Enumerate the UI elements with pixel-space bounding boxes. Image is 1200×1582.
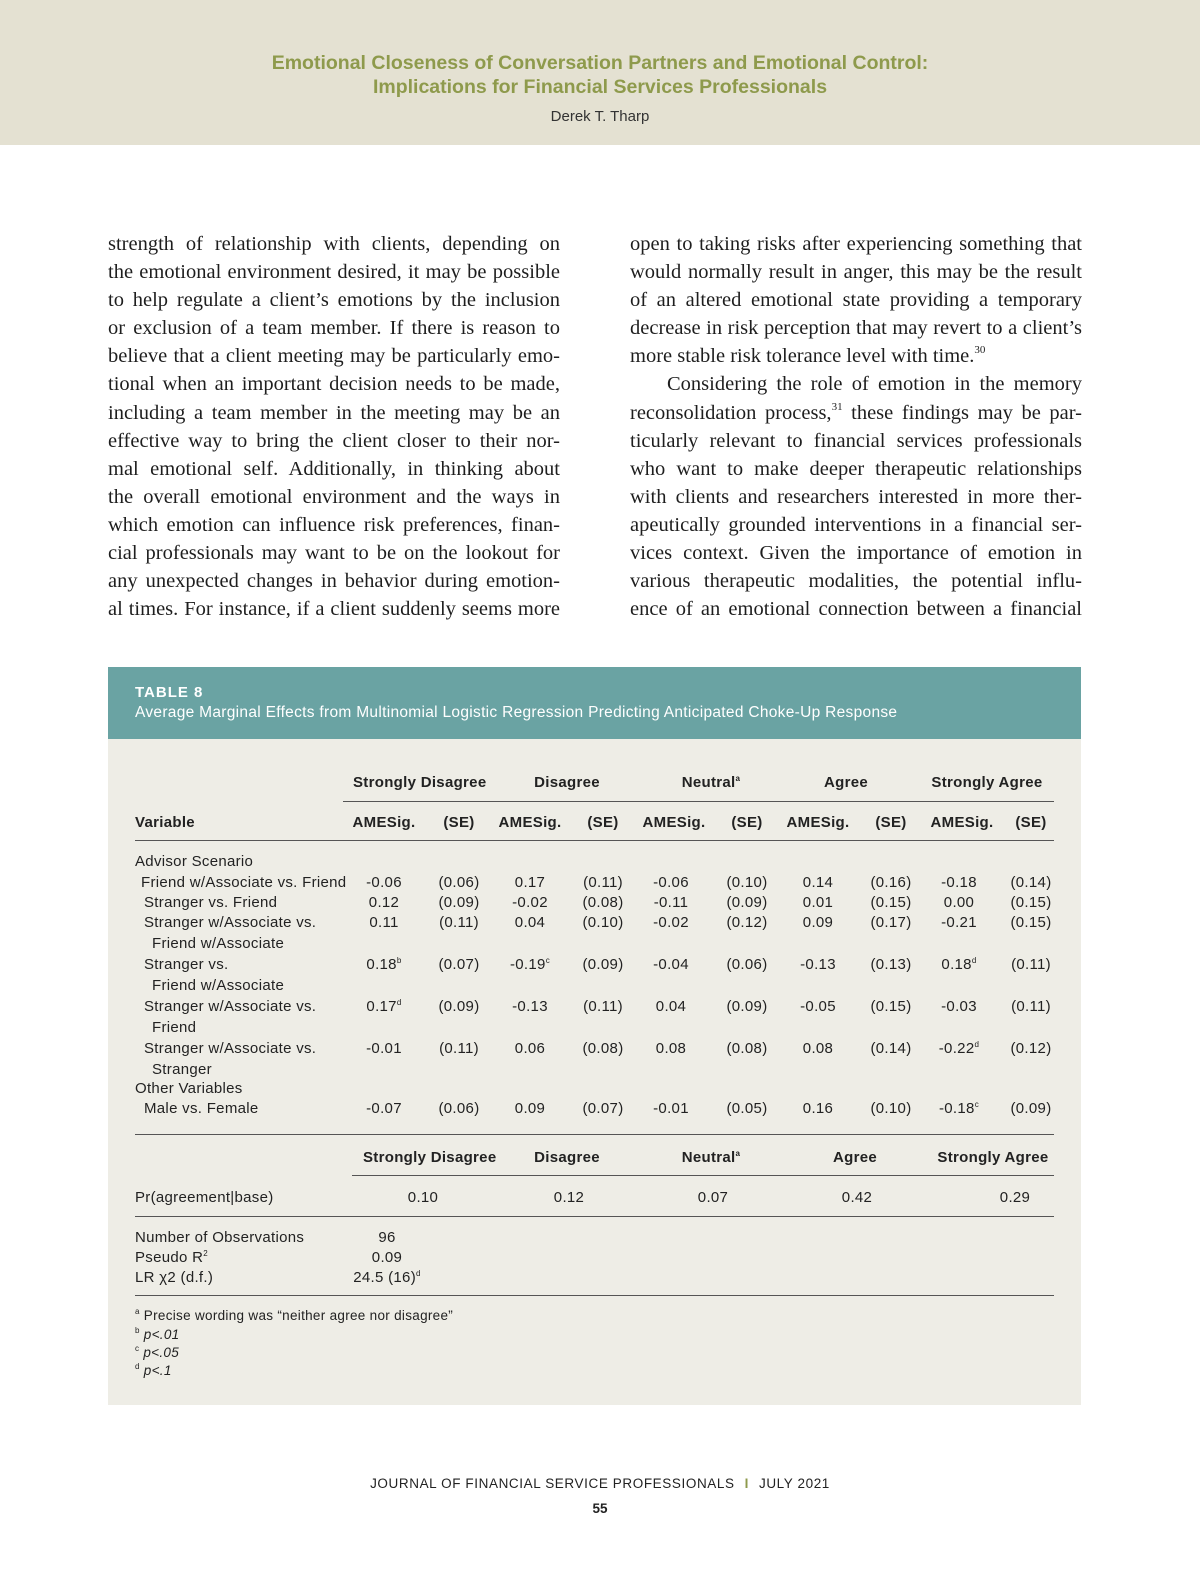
- ame-value: -0.05: [800, 998, 836, 1015]
- ame-value: 0.12: [368, 894, 400, 911]
- ame-value: -0.18$^c$: [938, 1100, 979, 1117]
- footnote-marker: c: [974, 1100, 979, 1109]
- footnote-marker: a: [735, 1149, 741, 1158]
- body-column-left: [108, 230, 560, 623]
- se-header: (SE): [875, 814, 907, 831]
- se-value: (0.08): [582, 1040, 624, 1057]
- article-title-line1: Emotional Closeness of Conversation Partners and Emotional Control:: [271, 52, 929, 74]
- ame-header: AMESig.: [930, 814, 994, 831]
- ame-value: 0.18$^d$: [941, 956, 977, 973]
- footnote-marker: b: [135, 1326, 140, 1335]
- se-header: (SE): [731, 814, 763, 831]
- se-value: (0.12): [726, 914, 768, 931]
- se-value: (0.09): [726, 998, 768, 1015]
- table-footnote: [135, 1363, 172, 1378]
- ame-value: -0.13: [800, 956, 836, 973]
- section-label: Other Variables: [135, 1080, 243, 1097]
- table-rule: [135, 1295, 1054, 1296]
- ame-value: -0.11: [653, 894, 689, 911]
- table-rule: [135, 840, 1054, 841]
- text-line: open to taking risks after experiencing something that: [630, 233, 1082, 255]
- text-line: various therapeutic modalities, the potential influ-: [630, 570, 1082, 593]
- se-value: (0.06): [438, 1100, 480, 1117]
- row-label: Friend w/Associate: [152, 977, 285, 994]
- text-line: cial professionals may want to be on the lookout for: [108, 542, 560, 565]
- footnote-marker: d: [971, 956, 977, 965]
- se-value: (0.11): [439, 1040, 479, 1057]
- se-value: (0.08): [582, 894, 624, 911]
- ame-value: 0.17$^d$: [366, 998, 402, 1015]
- prob-value: 0.07: [697, 1189, 729, 1206]
- ame-value: 0.01: [802, 894, 834, 911]
- se-value: (0.12): [1010, 1040, 1052, 1057]
- se-value: (0.13): [870, 956, 912, 973]
- column-group-header: Strongly Disagree: [353, 774, 487, 791]
- row-label: Male vs. Female: [144, 1100, 259, 1117]
- footnote-text: Precise wording was “neither agree nor disagree”: [139, 1308, 454, 1323]
- se-value: (0.15): [870, 894, 912, 911]
- citation-ref: 31: [831, 400, 843, 413]
- ame-value: 0.06: [514, 1040, 546, 1057]
- citation-ref: 30: [974, 344, 986, 357]
- se-header: (SE): [443, 814, 475, 831]
- ame-value: -0.04: [653, 956, 689, 973]
- ame-value: -0.06: [653, 874, 689, 891]
- journal-name: JOURNAL OF FINANCIAL SERVICE PROFESSIONALS: [370, 1476, 735, 1491]
- text-line: believe that a client meeting may be particularly emo-: [108, 345, 560, 368]
- row-label: Friend: [152, 1019, 197, 1036]
- row-label: Stranger w/Associate vs.: [144, 1040, 317, 1057]
- ame-value: 0.09: [802, 914, 834, 931]
- ame-value: 0.00: [943, 894, 975, 911]
- ame-value: -0.03: [941, 998, 977, 1015]
- se-value: (0.06): [726, 956, 768, 973]
- text-line: [630, 342, 1082, 370]
- text-line: or exclusion of a team member. If there is reason to: [108, 317, 560, 340]
- table-rule: [135, 1216, 1054, 1217]
- se-value: (0.15): [1010, 894, 1052, 911]
- prob-value: 0.42: [841, 1189, 873, 1206]
- row-label: Friend w/Associate vs. Friend: [141, 874, 347, 891]
- variable-header: Variable: [135, 814, 195, 831]
- prob-label: Pr(agreement|base): [135, 1189, 274, 1206]
- se-value: (0.10): [582, 914, 624, 931]
- ame-value: 0.04: [655, 998, 687, 1015]
- se-value: (0.15): [1010, 914, 1052, 931]
- se-value: (0.11): [439, 914, 479, 931]
- ame-value: -0.13: [512, 998, 548, 1015]
- text-line: of an altered emotional state providing a temporary: [630, 289, 1082, 312]
- text-line: who want to make deeper therapeutic relationships: [630, 457, 1082, 480]
- table-rule: [135, 1134, 1054, 1135]
- column-group-header: Strongly Agree: [937, 1149, 1049, 1166]
- text-line: would normally result in anger, this may be the result: [630, 261, 1082, 284]
- running-header: [0, 0, 1200, 145]
- row-label: Stranger vs. Friend: [144, 894, 278, 911]
- text-line: al times. For instance, if a client suddenly seems more: [108, 598, 560, 621]
- se-value: (0.09): [1010, 1100, 1052, 1117]
- column-group-header: Disagree: [534, 774, 600, 791]
- footnote-marker: d: [135, 1362, 140, 1371]
- ame-value: -0.02: [512, 894, 548, 911]
- footnote-marker: 2: [203, 1249, 209, 1258]
- se-value: (0.09): [726, 894, 768, 911]
- footnote-text: p<.05: [139, 1345, 180, 1360]
- se-value: (0.05): [726, 1100, 768, 1117]
- footer-separator: I: [744, 1476, 749, 1491]
- se-value: (0.14): [1010, 874, 1052, 891]
- se-value: (0.14): [870, 1040, 912, 1057]
- footnote-marker: c: [545, 956, 550, 965]
- ame-header: AMESig.: [642, 814, 706, 831]
- issue-date: JULY 2021: [758, 1476, 830, 1491]
- se-value: (0.07): [582, 1100, 624, 1117]
- ame-value: -0.02: [653, 914, 689, 931]
- ame-value: -0.19$^c$: [509, 956, 550, 973]
- column-group-header: Disagree: [534, 1149, 600, 1166]
- table-caption: Average Marginal Effects from Multinomial Logistic Regression Predicting Anticipated Choke-Up Response: [135, 704, 898, 721]
- text-line: strength of relationship with clients, depending on: [108, 233, 560, 255]
- se-value: (0.15): [870, 998, 912, 1015]
- se-value: (0.10): [726, 874, 768, 891]
- ame-value: -0.01: [366, 1040, 402, 1057]
- row-label: Stranger: [152, 1061, 212, 1078]
- stat-label: Number of Observations: [135, 1229, 305, 1246]
- text-line: ence of an emotional connection between a financial: [630, 598, 1082, 621]
- column-group-header: Strongly Agree: [931, 774, 1043, 791]
- text-fragment: these findings may be par-: [842, 401, 1082, 424]
- text-line: vices context. Given the importance of emotion in: [630, 542, 1082, 565]
- se-value: (0.06): [438, 874, 480, 891]
- stat-value: 96: [378, 1229, 396, 1246]
- table-rule: [352, 1175, 1054, 1176]
- row-label: Stranger w/Associate vs.: [144, 914, 317, 931]
- column-group-header: Strongly Disagree: [363, 1149, 497, 1166]
- se-value: (0.11): [1011, 998, 1051, 1015]
- footnote-marker: d: [974, 1040, 980, 1049]
- se-value: (0.09): [438, 998, 480, 1015]
- stat-label: Pseudo R$^2$: [135, 1249, 209, 1266]
- ame-value: -0.21: [941, 914, 977, 931]
- row-label: Stranger w/Associate vs.: [144, 998, 317, 1015]
- table-rule: [343, 801, 1054, 802]
- ame-value: 0.11: [369, 914, 399, 931]
- text-line: with clients and researchers interested in more ther-: [630, 485, 1082, 508]
- ame-header: AMESig.: [498, 814, 562, 831]
- ame-value: -0.06: [366, 874, 402, 891]
- se-value: (0.11): [583, 874, 623, 891]
- se-value: (0.07): [438, 956, 480, 973]
- text-line: decrease in risk perception that may revert to a client’s: [630, 317, 1082, 340]
- body-column-right: [630, 230, 1082, 623]
- prob-value: 0.29: [999, 1189, 1031, 1206]
- text-line: including a team member in the meeting may be an: [108, 401, 560, 424]
- se-value: (0.09): [438, 894, 480, 911]
- text-line: mal emotional self. Additionally, in thinking about: [108, 457, 560, 480]
- footnote-text: p<.1: [139, 1363, 172, 1378]
- text-line: tional when an important decision needs to be made,: [108, 373, 560, 396]
- ame-value: -0.18: [941, 874, 977, 891]
- footnote-marker: a: [135, 1307, 140, 1316]
- ame-value: 0.09: [514, 1100, 546, 1117]
- footnote-marker: d: [416, 1269, 421, 1278]
- text-line: apeutically grounded interventions in a financial ser-: [630, 513, 1082, 536]
- column-group-header: Agree: [823, 774, 869, 791]
- section-label: Advisor Scenario: [135, 853, 254, 870]
- table-label: TABLE 8: [135, 684, 204, 701]
- author-name: Derek T. Tharp: [550, 108, 650, 125]
- ame-header: AMESig.: [352, 814, 416, 831]
- text-fragment: reconsolidation process,: [630, 401, 832, 424]
- ame-value: -0.22$^d$: [938, 1040, 980, 1057]
- stat-value: 0.09: [371, 1249, 403, 1266]
- ame-value: -0.07: [366, 1100, 402, 1117]
- column-group-header: Neutral$^a$: [681, 774, 741, 791]
- text-line: which emotion can influence risk preferences, finan-: [108, 513, 560, 536]
- text-line: [630, 399, 1082, 427]
- ame-value: 0.16: [802, 1100, 834, 1117]
- ame-value: 0.18$^b$: [366, 956, 402, 973]
- ame-value: 0.17: [514, 874, 546, 891]
- stat-value: 24.5 (16)$^d$: [353, 1269, 421, 1286]
- se-header: (SE): [1015, 814, 1047, 831]
- row-label: Friend w/Associate: [152, 935, 285, 952]
- table-caption-bar: [108, 667, 1081, 739]
- ame-value: 0.08: [655, 1040, 687, 1057]
- table-footnote: [135, 1308, 453, 1323]
- page-footer: [0, 1476, 1200, 1491]
- prob-value: 0.12: [553, 1189, 585, 1206]
- text-line: the overall emotional environment and the ways in: [108, 485, 560, 508]
- stat-label: LR χ2 (d.f.): [135, 1269, 214, 1286]
- ame-value: 0.14: [802, 874, 834, 891]
- table-footnote: [135, 1345, 179, 1360]
- table-footnote: [135, 1327, 179, 1342]
- paragraph-first-line: Considering the role of emotion in the memory: [667, 373, 1082, 396]
- column-group-header: Agree: [832, 1149, 878, 1166]
- ame-value: 0.08: [802, 1040, 834, 1057]
- text-line: to help regulate a client’s emotions by the inclusion: [108, 289, 560, 312]
- text-fragment: more stable risk tolerance level with time.: [630, 345, 975, 368]
- regression-table: [108, 739, 1081, 1405]
- footnote-text: p<.01: [139, 1327, 180, 1342]
- text-line: ticularly relevant to financial services professionals: [630, 429, 1082, 452]
- column-group-header: Neutral$^a$: [681, 1149, 741, 1166]
- text-line: any unexpected changes in behavior during emotion-: [108, 570, 560, 593]
- se-value: (0.10): [870, 1100, 912, 1117]
- row-label: Stranger vs.: [144, 956, 229, 973]
- se-value: (0.11): [1011, 956, 1051, 973]
- se-value: (0.16): [870, 874, 912, 891]
- footnote-marker: a: [735, 774, 741, 783]
- se-value: (0.11): [583, 998, 623, 1015]
- prob-value: 0.10: [407, 1189, 439, 1206]
- se-value: (0.08): [726, 1040, 768, 1057]
- se-header: (SE): [587, 814, 619, 831]
- text-line: effective way to bring the client closer to their nor-: [108, 429, 560, 452]
- footnote-marker: c: [135, 1344, 140, 1353]
- ame-value: -0.01: [653, 1100, 689, 1117]
- page-number: 55: [592, 1501, 608, 1516]
- article-title-line2: Implications for Financial Services Professionals: [372, 76, 828, 98]
- footnote-marker: d: [396, 998, 402, 1007]
- text-line: the emotional environment desired, it may be possible: [108, 261, 560, 284]
- se-value: (0.09): [582, 956, 624, 973]
- se-value: (0.17): [870, 914, 912, 931]
- ame-header: AMESig.: [786, 814, 850, 831]
- footnote-marker: b: [396, 956, 402, 965]
- ame-value: 0.04: [514, 914, 546, 931]
